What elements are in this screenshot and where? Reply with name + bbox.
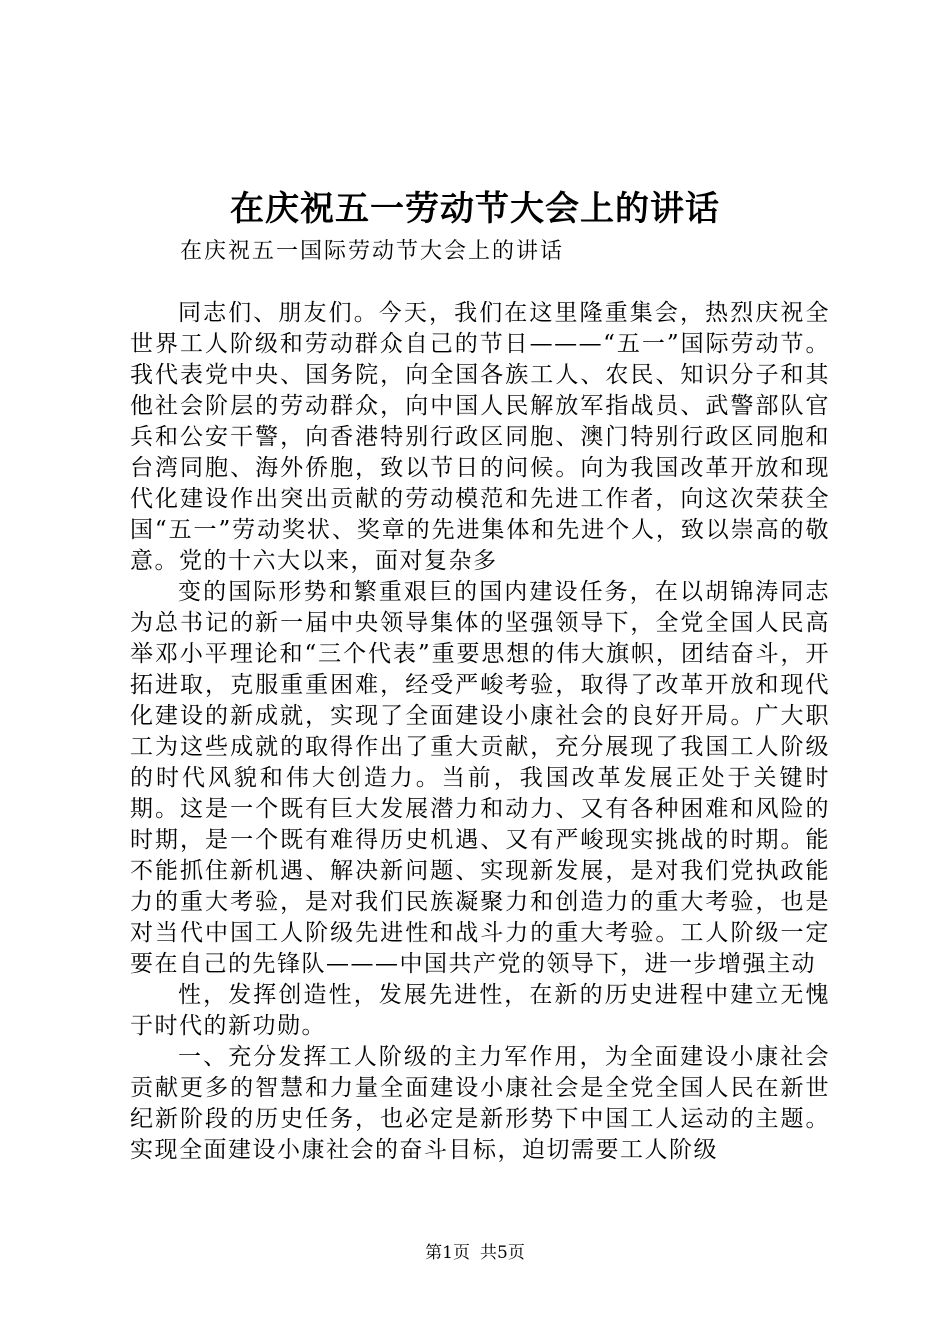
page-total: 共5页 (480, 1243, 525, 1263)
body-paragraph: 一、充分发挥工人阶级的主力军作用，为全面建设小康社会贡献更多的智慧和力量全面建设小康社会是全党全国人民在新世纪新阶段的历史任务，也必定是新形势下中国工人运动的主题。实现全面建设小康社会的奋斗目标，迫切需要工人阶级 (130, 1044, 830, 1163)
body-paragraph: 同志们、朋友们。今天，我们在这里隆重集会，热烈庆祝全世界工人阶级和劳动群众自己的节日———“五一”国际劳动节。我代表党中央、国务院，向全国各族工人、农民、知识分子和其他社会阶层的劳动群众，向中国人民解放军指战员、武警部队官兵和公安干警，向香港特别行政区同胞、澳门特别行政区同胞和台湾同胞、海外侨胞，致以节日的问候。向为我国改革开放和现代化建设作出突出贡献的劳动模范和先进工作者，向这次荣获全国“五一”劳动奖状、奖章的先进集体和先进个人，致以崇高的敬意。党的十六大以来，面对复杂多 (130, 300, 830, 574)
document-body (130, 298, 830, 1166)
page-footer (0, 1241, 950, 1265)
page-number: 第1页 (425, 1243, 470, 1263)
document-subtitle: 在庆祝五一国际劳动节大会上的讲话 (180, 239, 565, 264)
document-title: 在庆祝五一劳动节大会上的讲话 (230, 189, 720, 229)
body-paragraph: 性，发挥创造性，发展先进性，在新的历史进程中建立无愧于时代的新功勋。 (130, 982, 830, 1039)
body-paragraph: 变的国际形势和繁重艰巨的国内建设任务，在以胡锦涛同志为总书记的新一届中央领导集体的坚强领导下，全党全国人民高举邓小平理论和“三个代表”重要思想的伟大旗帜，团结奋斗，开拓进取，克服重重困难，经受严峻考验，取得了改革开放和现代化建设的新成就，实现了全面建设小康社会的良好开局。广大职工为这些成就的取得作出了重大贡献，充分展现了我国工人阶级的时代风貌和伟大创造力。当前，我国改革发展正处于关键时期。这是一个既有巨大发展潜力和动力、又有各种困难和风险的时期，是一个既有难得历史机遇、又有严峻现实挑战的时期。能不能抓住新机遇、解决新问题、实现新发展，是对我们党执政能力的重大考验，是对我们民族凝聚力和创造力的重大考验，也是对当代中国工人阶级先进性和战斗力的重大考验。工人阶级一定要在自己的先锋队———中国共产党的领导下，进一步增强主动 (130, 579, 830, 977)
